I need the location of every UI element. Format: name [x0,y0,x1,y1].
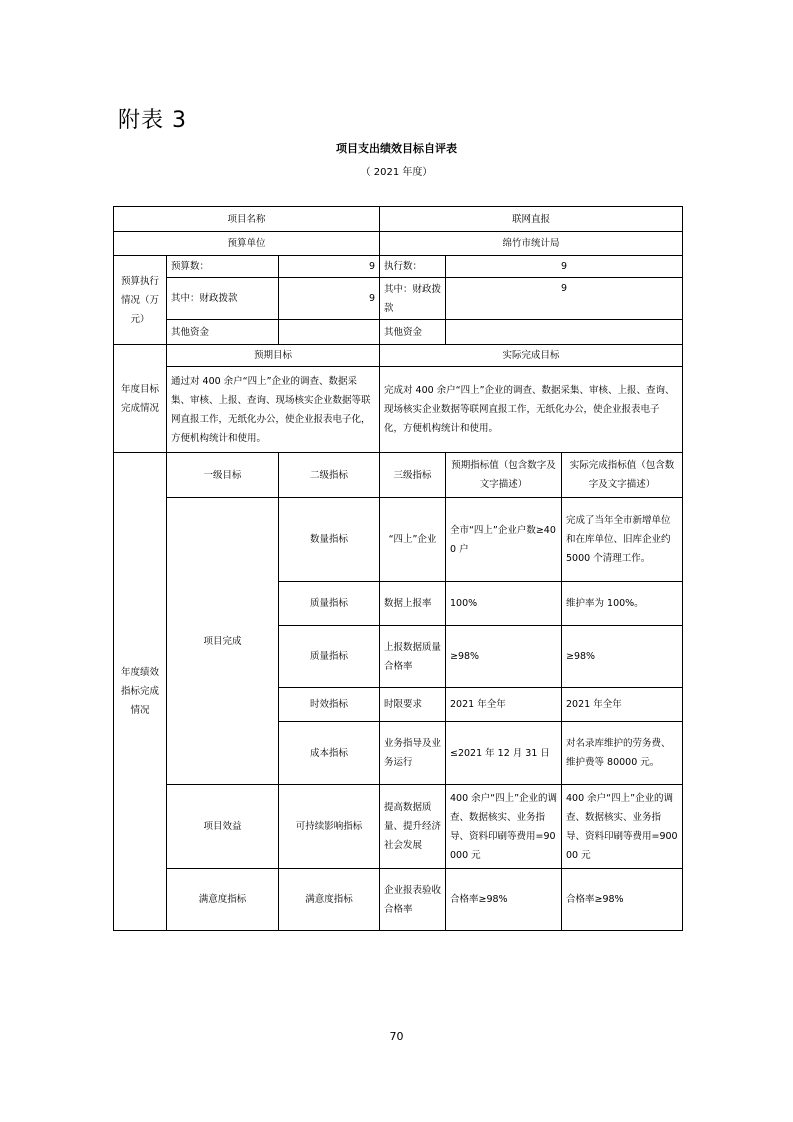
self-evaluation-table [113,206,683,931]
other-funds-exec-value [446,320,683,345]
goal-header-row [114,345,683,367]
level2-cell: 满意度指标 [279,869,380,931]
level3-cell: 上报数据质量合格率 [380,626,446,688]
budget-unit-value: 绵竹市统计局 [380,232,683,256]
expected-cell: 100% [446,582,562,626]
expected-cell: 合格率≥98% [446,869,562,931]
project-name-value: 联网直报 [380,207,683,232]
fiscal-exec-label: 其中：财政拨款 [380,278,446,320]
actual-goal-text: 完成对 400 余户“四上”企业的调查、数据采集、审核、上报、查询、现场核实企业数据等联网直报工作，无纸化办公，使企业报表电子化，方便机构统计和使用。 [380,367,683,453]
expected-cell: 2021 年全年 [446,688,562,722]
document-title: 项目支出绩效目标自评表 [336,142,457,155]
budget-unit-row [114,232,683,256]
actual-cell: 维护率为 100%。 [562,582,683,626]
actual-cell: 合格率≥98% [562,869,683,931]
indicator-row [114,869,683,931]
budget-unit-label: 预算单位 [114,232,380,256]
actual-cell: 400 余户“四上”企业的调查、数据核实、业务指导、资料印刷等费用=90000 元 [562,785,683,869]
expected-value-header: 预期指标值（包含数字及文字描述） [446,453,562,498]
level3-cell: 业务指导及业务运行 [380,722,446,785]
actual-value-header: 实际完成指标值（包含数字及文字描述） [562,453,683,498]
expected-cell: ≥98% [446,626,562,688]
other-funds-row [114,320,683,345]
group-satisfaction: 满意度指标 [167,869,279,931]
level2-cell: 质量指标 [279,626,380,688]
page-number: 70 [389,1030,404,1043]
indicator-row [114,498,683,582]
level3-header: 三级指标 [380,453,446,498]
level2-header: 二级指标 [279,453,380,498]
level3-cell: 企业报表验收合格率 [380,869,446,931]
group-project-completion: 项目完成 [167,498,279,785]
level2-cell: 成本指标 [279,722,380,785]
level2-cell: 可持续影响指标 [279,785,380,869]
other-funds-value [279,320,380,345]
level2-cell: 质量指标 [279,582,380,626]
actual-cell: ≥98% [562,626,683,688]
indicator-row [114,785,683,869]
document-year: （ 2021 年度） [360,167,433,178]
other-funds-exec-label: 其他资金 [380,320,446,345]
budget-row [114,256,683,278]
expected-goal-header: 预期目标 [167,345,380,367]
level3-cell: 时限要求 [380,688,446,722]
fiscal-label: 其中：财政拨款 [167,278,279,320]
level2-cell: 时效指标 [279,688,380,722]
goal-text-row [114,367,683,453]
level1-header: 一级目标 [167,453,279,498]
indicator-section-label: 年度绩效指标完成情况 [114,453,167,931]
expected-cell: 全市“四上”企业户数≥400 户 [446,498,562,582]
execution-label: 执行数： [380,256,446,278]
actual-goal-header: 实际完成目标 [380,345,683,367]
level3-cell: 数据上报率 [380,582,446,626]
actual-cell: 完成了当年全市新增单位和在库单位、旧库企业约 5000 个清理工作。 [562,498,683,582]
execution-value: 9 [446,256,683,278]
fiscal-exec-value: 9 [446,278,683,320]
other-funds-label: 其他资金 [167,320,279,345]
annual-goal-section-label: 年度目标完成情况 [114,345,167,453]
budget-amount-value: 9 [279,256,380,278]
level3-cell: “四上”企业 [380,498,446,582]
level3-cell: 提高数据质量、提升经济社会发展 [380,785,446,869]
expected-goal-text: 通过对 400 余户“四上”企业的调查、数据采集、审核、上报、查询、现场核实企业数据等联网直报工作，无纸化办公，使企业报表电子化，方便机构统计和使用。 [167,367,380,453]
budget-section-label: 预算执行情况（万元） [114,256,167,345]
group-project-benefit: 项目效益 [167,785,279,869]
budget-amount-label: 预算数： [167,256,279,278]
expected-cell: ≤2021 年 12 月 31 日 [446,722,562,785]
project-name-row [114,207,683,232]
expected-cell: 400 余户“四上”企业的调查、数据核实、业务指导、资料印刷等费用=90000 元 [446,785,562,869]
fiscal-value: 9 [279,278,380,320]
actual-cell: 对名录库维护的劳务费、维护费等 80000 元。 [562,722,683,785]
indicator-header-row [114,453,683,498]
project-name-label: 项目名称 [114,207,380,232]
actual-cell: 2021 年全年 [562,688,683,722]
level2-cell: 数量指标 [279,498,380,582]
appendix-label: 附表 3 [118,108,187,133]
fiscal-row [114,278,683,320]
